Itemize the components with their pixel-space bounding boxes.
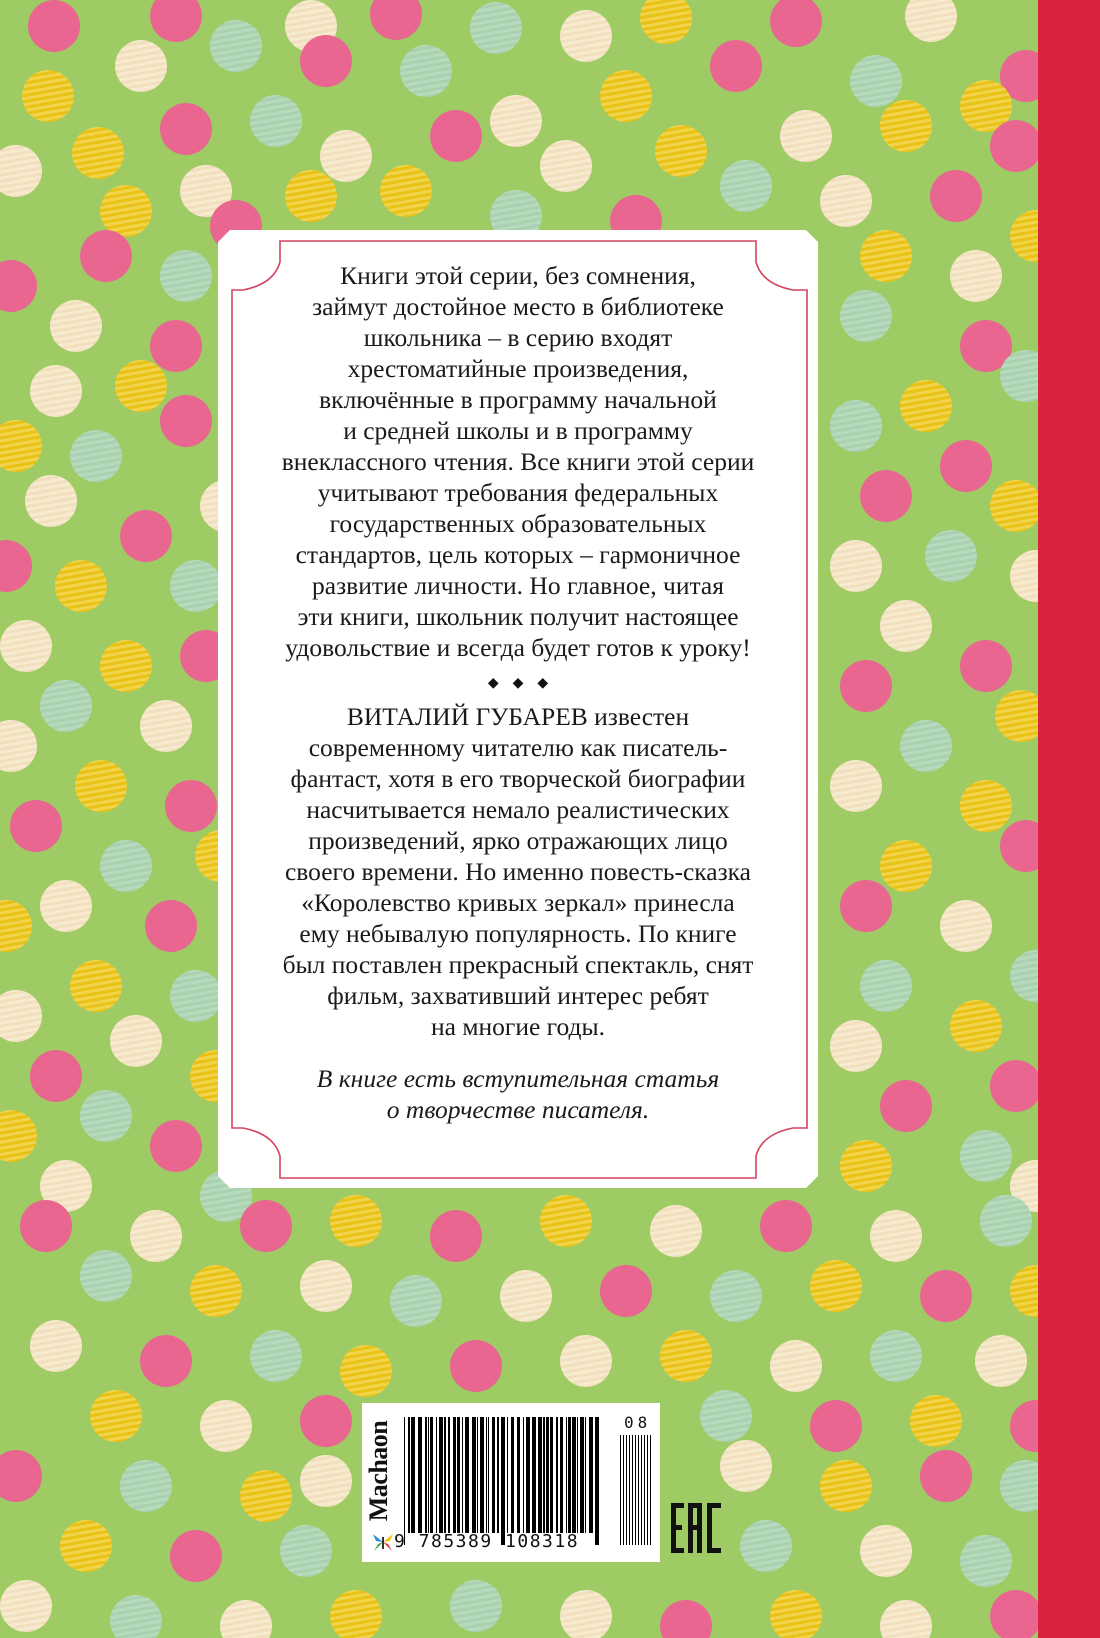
polka-dot [700,1390,752,1442]
polka-dot [450,1580,502,1632]
polka-dot [300,1260,352,1312]
polka-dot [320,130,372,182]
text-line: стандартов, цель которых – гармоничное [295,540,741,569]
text-line: и средней школы и в программу [343,416,693,445]
polka-dot [150,0,202,42]
polka-dot [1000,1460,1038,1512]
polka-dot [120,1460,172,1512]
diamond-ornament-icon: ◆ [537,676,549,691]
polka-dot [160,250,212,302]
polka-dot [22,70,74,122]
polka-dot [820,175,872,227]
polka-dot [900,720,952,772]
polka-dot [960,1130,1012,1182]
polka-dot [55,560,107,612]
polka-dot [200,1400,252,1452]
machaon-logo [364,1411,394,1531]
polka-dot [560,1335,612,1387]
text-line: В книге есть вступительная статья [316,1064,720,1093]
addon-digits: 08 [624,1413,652,1432]
text-line: своего времени. Но именно повесть-сказка [284,857,752,886]
diamond-ornament-icon: ◆ [487,676,499,691]
polka-dot [900,380,952,432]
red-spine-strip [1038,0,1100,1638]
polka-dot [860,960,912,1012]
polka-dot [860,230,912,282]
text-line: эти книги, школьник получит настоящее [297,602,739,631]
polka-dot [660,1330,712,1382]
series-description [238,260,798,663]
polka-dot [70,430,122,482]
text-line: государственных образовательных [329,509,707,538]
polka-dot [330,1195,382,1247]
polka-dot [830,760,882,812]
polka-dot [165,780,217,832]
polka-dot [430,110,482,162]
polka-dot [840,660,892,712]
polka-dot [30,365,82,417]
polka-dot [140,700,192,752]
polka-dot [770,1590,822,1638]
text-line: современному читателю как писатель- [308,733,728,762]
polka-dot [1010,1400,1038,1452]
polka-dot [28,0,80,52]
barcode-label [362,1403,660,1562]
polka-dot [760,1200,812,1252]
polka-dot [160,103,212,155]
polka-dot [840,1140,892,1192]
diamond-ornament-icon: ◆ [512,676,524,691]
diamond-ornament [238,673,798,695]
polka-dot [10,800,62,852]
polka-dot [500,1270,552,1322]
polka-dot [780,110,832,162]
text-line: ВИТАЛИЙ ГУБАРЕВ известен [346,702,690,731]
polka-dot [240,1470,292,1522]
polka-dot [110,1015,162,1067]
polka-dot [250,95,302,147]
polka-dot [0,1450,42,1502]
polka-dot [930,170,982,222]
polka-dot [925,530,977,582]
polka-dot [170,560,222,612]
polka-dot [830,400,882,452]
publisher-name: Machaon [364,1420,393,1522]
polka-dot [110,1595,162,1638]
polka-dot [1010,550,1038,602]
polka-dot [210,20,262,72]
polka-dot [950,1000,1002,1052]
polka-dot [905,0,957,42]
polka-dot [1000,350,1038,402]
polka-dot [560,10,612,62]
polka-dot [170,1530,222,1582]
polka-dot [220,1600,272,1638]
polka-dot [860,470,912,522]
polka-dot [710,1270,762,1322]
polka-dot [650,1205,702,1257]
polka-dot [0,990,42,1042]
polka-dot [80,1250,132,1302]
polka-dot [140,1335,192,1387]
polka-dot [470,2,522,54]
polka-dot [975,1335,1027,1387]
polka-dot [655,125,707,177]
text-line: внеклассного чтения. Все книги этой серии [281,447,755,476]
eac-certification-icon [671,1503,723,1555]
text-line: хрестоматийные произведения, [347,354,689,383]
polka-dot [770,0,822,47]
polka-dot [300,35,352,87]
polka-dot [300,1455,352,1507]
text-line: ему небывалую популярность. По книге [299,919,737,948]
ean-barcode [404,1417,654,1547]
text-line: включённые в программу начальной [319,385,717,414]
polka-dot [880,100,932,152]
polka-dot [0,620,52,672]
polka-dot [100,640,152,692]
polka-dot [0,145,42,197]
polka-dot [960,780,1012,832]
text-line: займут достойное место в библиотеке [312,292,724,321]
polka-dot [90,1390,142,1442]
isbn-digits: 9 785389 108318 [394,1531,580,1552]
intro-article-note [238,1063,798,1125]
polka-dot [770,1340,822,1392]
polka-dot [840,880,892,932]
text-line: «Королевство кривых зеркал» принесла [301,888,735,917]
polka-dot [960,1535,1012,1587]
polka-dot [810,1400,862,1452]
polka-dot [710,40,762,92]
polka-dot [75,760,127,812]
polka-dot [380,165,432,217]
polka-dot [50,300,102,352]
author-description [238,701,798,1042]
polka-dot [150,320,202,372]
description-card [218,230,818,1188]
polka-dot [600,1265,652,1317]
polka-dot [660,1600,712,1638]
polka-dot [0,900,32,952]
polka-dot [720,1440,772,1492]
polka-dot [880,1080,932,1132]
polka-dot [850,55,902,107]
polka-dot [870,1330,922,1382]
polka-dot [0,260,37,312]
polka-dot [560,1590,612,1638]
text-line: был поставлен прекрасный спектакль, снят [282,950,754,979]
polka-dot [720,160,772,212]
polka-dot [960,640,1012,692]
polka-dot [370,0,422,40]
polka-dot [820,1460,872,1512]
polka-dot [40,880,92,932]
polka-dot [170,970,222,1022]
polka-dot [240,1200,292,1252]
polka-dot [910,1395,962,1447]
polka-dot [400,45,452,97]
polka-dot [120,510,172,562]
polka-dot [940,440,992,492]
text-line: о творчестве писателя. [386,1095,650,1124]
polka-dot [60,1520,112,1572]
polka-dot [150,1120,202,1172]
text-line: школьника – в серию входят [363,323,673,352]
polka-dot [145,900,197,952]
polka-dot [1010,1265,1038,1317]
polka-dot [1000,820,1038,872]
polka-dot [540,1195,592,1247]
polka-dot [880,840,932,892]
polka-dot [1010,950,1038,1002]
polka-dot [280,1525,332,1577]
polka-dot [100,840,152,892]
polka-dot [20,1200,72,1252]
polka-dot [990,120,1038,172]
polka-dot [0,420,42,472]
polka-dot [940,900,992,952]
polka-dot [880,600,932,652]
polka-dot [0,1110,37,1162]
polka-dot [920,1450,972,1502]
polka-dot [995,690,1038,742]
polka-dot [0,540,32,592]
polka-dot [250,1330,302,1382]
polka-dot [300,1395,352,1447]
polka-dot [330,1590,382,1638]
polka-dot [990,1590,1038,1638]
text-line: на многие годы. [431,1012,605,1041]
polka-dot [810,1260,862,1312]
polka-dot [540,140,592,192]
polka-dot [880,1600,932,1638]
polka-dot [70,960,122,1012]
polka-dot [990,480,1038,532]
text-line: учитывают требования федеральных [317,478,719,507]
polka-dot [80,1090,132,1142]
text-line: фантаст, хотя в его творческой биографии [290,764,746,793]
butterfly-logo-icon [372,1531,394,1553]
polka-dot [340,1345,392,1397]
polka-dot [30,1320,82,1372]
polka-dot [285,170,337,222]
polka-dot [72,127,124,179]
polka-dot [80,230,132,282]
polka-dot [980,1195,1032,1247]
polka-dot [860,1525,912,1577]
polka-dot [640,0,692,44]
polka-dot [390,1275,442,1327]
text-line: развитие личности. Но главное, читая [312,571,724,600]
polka-dot [920,1270,972,1322]
polka-dot [30,1050,82,1102]
polka-dot [0,1580,52,1632]
polka-dot [160,395,212,447]
polka-dot [25,475,77,527]
polka-dot [950,250,1002,302]
polka-dot [190,1265,242,1317]
polka-dot [830,1020,882,1072]
polka-dot [740,1520,792,1572]
polka-dot [600,70,652,122]
polka-dot [450,1340,502,1392]
polka-dot [40,680,92,732]
polka-dot [115,40,167,92]
text-line: фильм, захвативший интерес ребят [327,981,709,1010]
polka-dot [870,1210,922,1262]
polka-dot [0,720,37,772]
polka-dot [840,290,892,342]
polka-dot [1010,210,1038,262]
text-line: произведений, ярко отражающих лицо [308,826,728,855]
polka-dot [115,360,167,412]
polka-dot [830,540,882,592]
polka-dot [430,1210,482,1262]
polka-dot [130,1210,182,1262]
text-line: удовольствие и всегда будет готов к уроку! [285,633,751,662]
text-line: насчитывается немало реалистических [306,795,730,824]
text-line: Книги этой серии, без сомнения, [340,261,696,290]
polka-dot [490,95,542,147]
polka-dot [990,1060,1038,1112]
